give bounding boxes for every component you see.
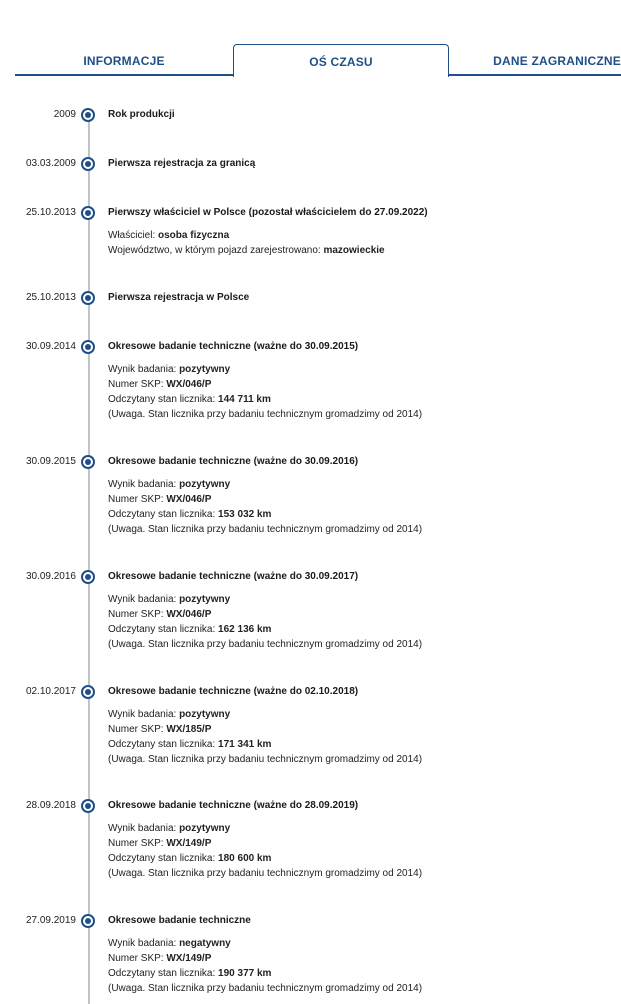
event-detail-line [108,951,422,966]
detail-label: Odczytany stan licznika: [108,968,219,979]
detail-label: Odczytany stan licznika: [108,509,219,520]
detail-label: Numer SKP: [108,724,167,735]
detail-value: 162 136 km [218,624,272,635]
tab-dane-zagraniczne[interactable]: DANE ZAGRANICZNE [493,54,621,68]
tab-informacje[interactable]: INFORMACJE [83,54,165,68]
timeline-dot-icon [81,340,95,354]
detail-value: WX/149/P [166,838,212,849]
tab-os-czasu[interactable]: OŚ CZASU [233,44,449,77]
detail-label: Numer SKP: [108,609,167,620]
detail-value: pozytywny [179,364,231,375]
event-detail-line [108,752,422,767]
event-detail-line [108,522,422,537]
event-detail-line [108,866,422,881]
event-date: 30.09.2016 [25,571,76,582]
event-detail-line [108,722,422,737]
timeline-dot-icon [81,570,95,584]
detail-value: pozytywny [179,823,231,834]
event-detail-line [108,362,422,377]
detail-label: Wynik badania: [108,364,180,375]
event-title: Pierwsza rejestracja w Polsce [108,292,250,303]
event-date: 03.03.2009 [25,158,76,169]
detail-value: osoba fizyczna [158,230,230,241]
detail-label: (Uwaga. Stan licznika przy badaniu technicznym gromadzimy od 2014) [108,409,423,420]
event-detail-line [108,228,385,243]
event-detail-line [108,507,422,522]
event-details [108,228,385,258]
event-title: Okresowe badanie techniczne [108,915,251,926]
timeline-dot-icon [81,685,95,699]
detail-label: (Uwaga. Stan licznika przy badaniu technicznym gromadzimy od 2014) [108,524,423,535]
detail-label: Odczytany stan licznika: [108,739,219,750]
event-title: Okresowe badanie techniczne (ważne do 28.09.2019) [108,800,359,811]
event-detail-line [108,607,422,622]
detail-label: Wynik badania: [108,938,180,949]
detail-label: Numer SKP: [108,379,167,390]
event-details [108,936,422,996]
event-detail-line [108,936,422,951]
event-title: Pierwszy właściciel w Polsce (pozostał właścicielem do 27.09.2022) [108,207,428,218]
event-details [108,477,422,537]
event-date: 28.09.2018 [25,800,76,811]
detail-value: WX/046/P [166,379,212,390]
event-detail-line [108,821,422,836]
event-detail-line [108,836,422,851]
detail-label: Wynik badania: [108,479,180,490]
detail-label: Numer SKP: [108,494,167,505]
detail-value: pozytywny [179,594,231,605]
event-detail-line [108,737,422,752]
timeline-dot-icon [81,206,95,220]
event-title: Okresowe badanie techniczne (ważne do 30.09.2017) [108,571,359,582]
detail-label: (Uwaga. Stan licznika przy badaniu technicznym gromadzimy od 2014) [108,868,423,879]
timeline-dot-icon [81,914,95,928]
event-date: 27.09.2019 [25,915,76,926]
timeline-dot-icon [81,108,95,122]
event-detail-line [108,477,422,492]
detail-label: Województwo, w którym pojazd zarejestrowano: [108,245,324,256]
event-title: Okresowe badanie techniczne (ważne do 30.09.2016) [108,456,359,467]
detail-value: pozytywny [179,479,231,490]
detail-value: 180 600 km [218,853,272,864]
detail-label: Wynik badania: [108,594,180,605]
event-date: 30.09.2014 [25,341,76,352]
detail-label: Odczytany stan licznika: [108,624,219,635]
detail-label: Wynik badania: [108,709,180,720]
detail-label: Odczytany stan licznika: [108,853,219,864]
event-title: Rok produkcji [108,109,175,120]
detail-label: Wynik badania: [108,823,180,834]
event-title: Okresowe badanie techniczne (ważne do 02.10.2018) [108,686,359,697]
event-detail-line [108,966,422,981]
event-title: Okresowe badanie techniczne (ważne do 30.09.2015) [108,341,359,352]
detail-value: WX/185/P [166,724,212,735]
event-date: 02.10.2017 [25,686,76,697]
detail-value: mazowieckie [323,245,385,256]
detail-label: (Uwaga. Stan licznika przy badaniu technicznym gromadzimy od 2014) [108,754,423,765]
detail-value: WX/046/P [166,609,212,620]
event-details [108,821,422,881]
timeline-line [88,114,90,1004]
detail-value: pozytywny [179,709,231,720]
detail-value: 171 341 km [218,739,272,750]
event-detail-line [108,622,422,637]
timeline-dot-icon [81,291,95,305]
event-date: 30.09.2015 [25,456,76,467]
detail-value: 190 377 km [218,968,272,979]
event-title: Pierwsza rejestracja za granicą [108,158,256,169]
event-date: 25.10.2013 [25,207,76,218]
event-details [108,362,422,422]
detail-label: (Uwaga. Stan licznika przy badaniu technicznym gromadzimy od 2014) [108,639,423,650]
event-detail-line [108,637,422,652]
event-detail-line [108,243,385,258]
event-detail-line [108,707,422,722]
timeline-dot-icon [81,455,95,469]
detail-label: Właściciel: [108,230,159,241]
event-date: 25.10.2013 [25,292,76,303]
detail-value: WX/046/P [166,494,212,505]
event-detail-line [108,851,422,866]
event-date: 2009 [53,109,76,120]
detail-value: 144 711 km [218,394,271,405]
detail-value: negatywny [179,938,231,949]
event-detail-line [108,981,422,996]
detail-label: Numer SKP: [108,953,167,964]
detail-label: Numer SKP: [108,838,167,849]
event-details [108,707,422,767]
timeline-dot-icon [81,799,95,813]
event-detail-line [108,492,422,507]
detail-label: Odczytany stan licznika: [108,394,219,405]
timeline-dot-icon [81,157,95,171]
event-detail-line [108,592,422,607]
detail-label: (Uwaga. Stan licznika przy badaniu technicznym gromadzimy od 2014) [108,983,423,994]
event-detail-line [108,377,422,392]
detail-value: 153 032 km [218,509,272,520]
event-detail-line [108,407,422,422]
event-details [108,592,422,652]
event-detail-line [108,392,422,407]
detail-value: WX/149/P [166,953,212,964]
